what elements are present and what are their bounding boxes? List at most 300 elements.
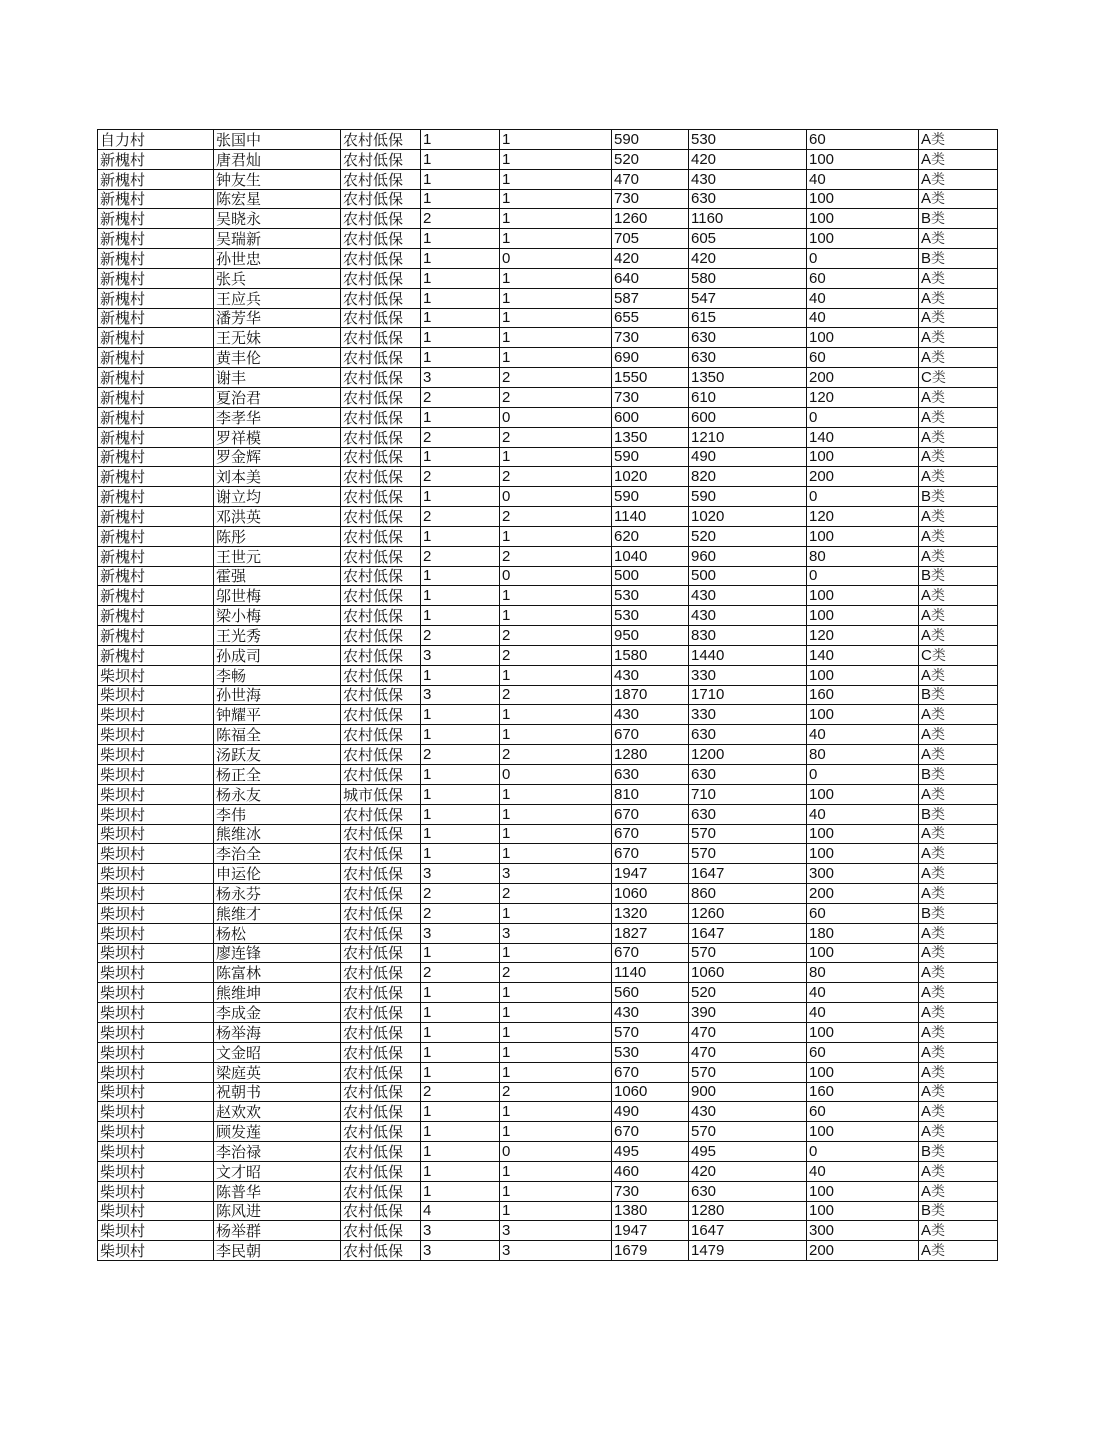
household-size-cell: 1	[421, 249, 500, 269]
name-cell: 熊维坤	[214, 983, 341, 1003]
subsidy-cell: 100	[807, 705, 919, 725]
household-size-cell: 3	[421, 1241, 500, 1261]
subsidy-cell: 120	[807, 387, 919, 407]
standard-amount-cell: 620	[612, 526, 689, 546]
name-cell: 杨永芬	[214, 884, 341, 904]
standard-amount-cell: 1870	[612, 685, 689, 705]
category-suffix: 类	[931, 786, 946, 803]
table-row	[98, 1042, 998, 1062]
name-cell: 吴晓永	[214, 209, 341, 229]
category-letter: A	[921, 984, 932, 1002]
household-size-cell: 1	[421, 526, 500, 546]
subsidy-cell: 100	[807, 606, 919, 626]
category-cell	[919, 169, 998, 189]
name-cell: 杨正全	[214, 765, 341, 785]
name-cell: 陈彤	[214, 526, 341, 546]
category-suffix: 类	[931, 905, 946, 922]
category-suffix: 类	[931, 1004, 946, 1021]
table-row	[98, 725, 998, 745]
type-cell: 农村低保	[341, 1122, 421, 1142]
village-cell: 新槐村	[98, 546, 214, 566]
category-cell	[919, 1003, 998, 1023]
village-cell: 柴坝村	[98, 1062, 214, 1082]
household-size-cell: 2	[421, 903, 500, 923]
category-cell	[919, 526, 998, 546]
table-row	[98, 169, 998, 189]
category-letter: B	[921, 765, 932, 783]
standard-amount-cell: 470	[612, 169, 689, 189]
category-letter: A	[921, 150, 932, 168]
income-cell: 960	[689, 546, 807, 566]
income-cell: 1060	[689, 963, 807, 983]
household-size-cell: 3	[421, 685, 500, 705]
household-size-cell: 1	[421, 1142, 500, 1162]
table-row	[98, 149, 998, 169]
standard-amount-cell: 1040	[612, 546, 689, 566]
household-size-cell: 3	[421, 645, 500, 665]
category-letter: A	[921, 1003, 932, 1021]
standard-amount-cell: 705	[612, 229, 689, 249]
income-cell: 530	[689, 130, 807, 150]
standard-amount-cell: 670	[612, 1062, 689, 1082]
category-suffix: 类	[931, 449, 946, 466]
category-letter: A	[921, 448, 932, 466]
income-cell: 490	[689, 447, 807, 467]
table-row	[98, 328, 998, 348]
covered-persons-cell: 2	[500, 745, 612, 765]
category-suffix: 类	[931, 608, 946, 625]
village-cell: 新槐村	[98, 288, 214, 308]
category-cell	[919, 566, 998, 586]
income-cell: 615	[689, 308, 807, 328]
category-suffix: 类	[931, 985, 946, 1002]
table-row	[98, 507, 998, 527]
income-cell: 420	[689, 149, 807, 169]
type-cell: 农村低保	[341, 725, 421, 745]
table-row	[98, 308, 998, 328]
category-suffix: 类	[931, 151, 946, 168]
household-size-cell: 1	[421, 765, 500, 785]
standard-amount-cell: 590	[612, 130, 689, 150]
income-cell: 500	[689, 566, 807, 586]
subsidy-cell: 0	[807, 765, 919, 785]
table-row	[98, 268, 998, 288]
village-cell: 新槐村	[98, 586, 214, 606]
table-row	[98, 1022, 998, 1042]
category-letter: A	[921, 1063, 932, 1081]
standard-amount-cell: 730	[612, 189, 689, 209]
category-letter: A	[921, 746, 932, 763]
village-cell: 新槐村	[98, 526, 214, 546]
category-cell	[919, 963, 998, 983]
standard-amount-cell: 430	[612, 1003, 689, 1023]
category-letter: B	[921, 904, 932, 922]
income-cell: 630	[689, 1181, 807, 1201]
table-row	[98, 784, 998, 804]
covered-persons-cell: 1	[500, 784, 612, 804]
category-cell	[919, 943, 998, 963]
name-cell: 熊维才	[214, 903, 341, 923]
standard-amount-cell: 495	[612, 1142, 689, 1162]
table-row	[98, 368, 998, 388]
village-cell: 新槐村	[98, 507, 214, 527]
subsidy-cell: 100	[807, 1122, 919, 1142]
covered-persons-cell: 2	[500, 626, 612, 646]
covered-persons-cell: 1	[500, 268, 612, 288]
income-cell: 495	[689, 1142, 807, 1162]
standard-amount-cell: 430	[612, 705, 689, 725]
category-cell	[919, 328, 998, 348]
name-cell: 孙世海	[214, 685, 341, 705]
subsidy-cell: 100	[807, 824, 919, 844]
village-cell: 新槐村	[98, 229, 214, 249]
category-letter: A	[921, 924, 932, 942]
standard-amount-cell: 1280	[612, 745, 689, 765]
standard-amount-cell: 670	[612, 844, 689, 864]
household-size-cell: 2	[421, 963, 500, 983]
type-cell: 农村低保	[341, 268, 421, 288]
income-cell: 610	[689, 387, 807, 407]
category-cell	[919, 209, 998, 229]
subsidy-cell: 100	[807, 209, 919, 229]
village-cell: 柴坝村	[98, 804, 214, 824]
name-cell: 梁小梅	[214, 606, 341, 626]
income-cell: 630	[689, 765, 807, 785]
type-cell: 农村低保	[341, 884, 421, 904]
village-cell: 柴坝村	[98, 1181, 214, 1201]
standard-amount-cell: 530	[612, 606, 689, 626]
income-cell: 470	[689, 1042, 807, 1062]
household-size-cell: 1	[421, 348, 500, 368]
category-cell	[919, 1181, 998, 1201]
standard-amount-cell: 1140	[612, 963, 689, 983]
standard-amount-cell: 570	[612, 1022, 689, 1042]
household-size-cell: 2	[421, 884, 500, 904]
category-letter: A	[921, 269, 932, 287]
household-size-cell: 2	[421, 1082, 500, 1102]
subsidy-cell: 0	[807, 566, 919, 586]
village-cell: 新槐村	[98, 407, 214, 427]
table-row	[98, 983, 998, 1003]
household-size-cell: 1	[421, 149, 500, 169]
subsidy-cell: 180	[807, 923, 919, 943]
subsidy-cell: 100	[807, 586, 919, 606]
category-cell	[919, 1022, 998, 1042]
household-size-cell: 1	[421, 268, 500, 288]
covered-persons-cell: 2	[500, 507, 612, 527]
category-suffix: 类	[931, 588, 946, 605]
category-suffix: 类	[931, 231, 946, 248]
subsidy-cell: 60	[807, 1042, 919, 1062]
subsidy-cell: 40	[807, 983, 919, 1003]
income-cell: 470	[689, 1022, 807, 1042]
subsidy-cell: 60	[807, 268, 919, 288]
type-cell: 农村低保	[341, 288, 421, 308]
standard-amount-cell: 1260	[612, 209, 689, 229]
type-cell: 农村低保	[341, 368, 421, 388]
covered-persons-cell: 3	[500, 1241, 612, 1261]
subsidy-cell: 100	[807, 189, 919, 209]
type-cell: 农村低保	[341, 804, 421, 824]
subsidy-cell: 0	[807, 487, 919, 507]
subsidy-cell: 100	[807, 1062, 919, 1082]
name-cell: 李伟	[214, 804, 341, 824]
name-cell: 熊维冰	[214, 824, 341, 844]
covered-persons-cell: 1	[500, 526, 612, 546]
income-cell: 547	[689, 288, 807, 308]
table-row	[98, 1122, 998, 1142]
category-cell	[919, 824, 998, 844]
income-cell: 1647	[689, 1221, 807, 1241]
table-row	[98, 1102, 998, 1122]
name-cell: 陈富林	[214, 963, 341, 983]
category-letter: A	[921, 1043, 932, 1061]
category-letter: A	[921, 349, 932, 367]
household-size-cell: 1	[421, 407, 500, 427]
village-cell: 柴坝村	[98, 1122, 214, 1142]
standard-amount-cell: 810	[612, 784, 689, 804]
household-size-cell: 1	[421, 586, 500, 606]
type-cell: 农村低保	[341, 566, 421, 586]
table-row	[98, 1181, 998, 1201]
category-cell	[919, 1241, 998, 1261]
standard-amount-cell: 1350	[612, 427, 689, 447]
standard-amount-cell: 640	[612, 268, 689, 288]
type-cell: 农村低保	[341, 864, 421, 884]
household-size-cell: 1	[421, 1062, 500, 1082]
subsidy-cell: 120	[807, 507, 919, 527]
type-cell: 农村低保	[341, 824, 421, 844]
category-suffix: 类	[931, 1104, 946, 1121]
name-cell: 杨松	[214, 923, 341, 943]
table-row	[98, 288, 998, 308]
village-cell: 新槐村	[98, 169, 214, 189]
village-cell: 新槐村	[98, 645, 214, 665]
village-cell: 柴坝村	[98, 864, 214, 884]
category-cell	[919, 983, 998, 1003]
income-cell: 630	[689, 189, 807, 209]
covered-persons-cell: 1	[500, 130, 612, 150]
type-cell: 农村低保	[341, 963, 421, 983]
household-size-cell: 1	[421, 665, 500, 685]
subsidy-cell: 100	[807, 1022, 919, 1042]
category-suffix: 类	[931, 369, 946, 386]
name-cell: 文金昭	[214, 1042, 341, 1062]
subsidy-cell: 100	[807, 665, 919, 685]
table-row	[98, 407, 998, 427]
income-cell: 710	[689, 784, 807, 804]
category-suffix: 类	[931, 1064, 946, 1081]
covered-persons-cell: 1	[500, 983, 612, 1003]
table-row	[98, 586, 998, 606]
covered-persons-cell: 2	[500, 963, 612, 983]
type-cell: 城市低保	[341, 784, 421, 804]
household-size-cell: 1	[421, 844, 500, 864]
covered-persons-cell: 1	[500, 804, 612, 824]
name-cell: 赵欢欢	[214, 1102, 341, 1122]
income-cell: 430	[689, 169, 807, 189]
covered-persons-cell: 3	[500, 923, 612, 943]
covered-persons-cell: 1	[500, 1022, 612, 1042]
village-cell: 柴坝村	[98, 1142, 214, 1162]
standard-amount-cell: 560	[612, 983, 689, 1003]
category-suffix: 类	[931, 925, 946, 942]
type-cell: 农村低保	[341, 705, 421, 725]
category-suffix: 类	[931, 1203, 946, 1220]
village-cell: 柴坝村	[98, 824, 214, 844]
village-cell: 柴坝村	[98, 884, 214, 904]
village-cell: 柴坝村	[98, 685, 214, 705]
category-letter: A	[921, 1123, 932, 1141]
village-cell: 柴坝村	[98, 705, 214, 725]
name-cell: 李治禄	[214, 1142, 341, 1162]
subsidy-cell: 100	[807, 844, 919, 864]
village-cell: 新槐村	[98, 487, 214, 507]
income-cell: 430	[689, 606, 807, 626]
standard-amount-cell: 520	[612, 149, 689, 169]
subsidy-cell: 160	[807, 1082, 919, 1102]
type-cell: 农村低保	[341, 427, 421, 447]
income-cell: 420	[689, 1161, 807, 1181]
name-cell: 王世元	[214, 546, 341, 566]
covered-persons-cell: 0	[500, 566, 612, 586]
type-cell: 农村低保	[341, 447, 421, 467]
category-suffix: 类	[931, 647, 946, 664]
category-cell	[919, 864, 998, 884]
category-letter: C	[921, 368, 932, 386]
category-suffix: 类	[931, 508, 946, 525]
category-cell	[919, 1221, 998, 1241]
household-size-cell: 1	[421, 725, 500, 745]
table-row	[98, 526, 998, 546]
table-body	[98, 130, 998, 1261]
category-cell	[919, 447, 998, 467]
village-cell: 新槐村	[98, 566, 214, 586]
category-cell	[919, 1102, 998, 1122]
household-size-cell: 1	[421, 130, 500, 150]
household-size-cell: 2	[421, 209, 500, 229]
table-row	[98, 348, 998, 368]
table-row	[98, 963, 998, 983]
table-row	[98, 546, 998, 566]
household-size-cell: 1	[421, 169, 500, 189]
covered-persons-cell: 1	[500, 1102, 612, 1122]
category-cell	[919, 626, 998, 646]
table-row	[98, 249, 998, 269]
household-size-cell: 1	[421, 447, 500, 467]
village-cell: 新槐村	[98, 427, 214, 447]
type-cell: 农村低保	[341, 943, 421, 963]
category-cell	[919, 368, 998, 388]
subsidy-cell: 160	[807, 685, 919, 705]
household-size-cell: 1	[421, 1102, 500, 1122]
village-cell: 新槐村	[98, 189, 214, 209]
standard-amount-cell: 1320	[612, 903, 689, 923]
category-cell	[919, 1161, 998, 1181]
category-suffix: 类	[931, 1183, 946, 1200]
standard-amount-cell: 590	[612, 447, 689, 467]
household-size-cell: 3	[421, 368, 500, 388]
village-cell: 柴坝村	[98, 1241, 214, 1261]
category-letter: B	[921, 567, 932, 585]
subsidy-cell: 140	[807, 645, 919, 665]
category-letter: A	[921, 309, 932, 327]
covered-persons-cell: 1	[500, 149, 612, 169]
income-cell: 830	[689, 626, 807, 646]
category-suffix: 类	[931, 1084, 946, 1101]
category-letter: A	[921, 706, 932, 724]
household-size-cell: 1	[421, 1042, 500, 1062]
category-suffix: 类	[931, 568, 946, 585]
standard-amount-cell: 1060	[612, 884, 689, 904]
covered-persons-cell: 1	[500, 1003, 612, 1023]
category-letter: A	[921, 1182, 932, 1200]
category-suffix: 类	[931, 350, 946, 367]
name-cell: 唐君灿	[214, 149, 341, 169]
type-cell: 农村低保	[341, 1181, 421, 1201]
name-cell: 李畅	[214, 665, 341, 685]
type-cell: 农村低保	[341, 606, 421, 626]
household-size-cell: 1	[421, 308, 500, 328]
standard-amount-cell: 670	[612, 804, 689, 824]
category-cell	[919, 268, 998, 288]
village-cell: 新槐村	[98, 268, 214, 288]
name-cell: 罗金辉	[214, 447, 341, 467]
covered-persons-cell: 1	[500, 903, 612, 923]
type-cell: 农村低保	[341, 546, 421, 566]
household-size-cell: 1	[421, 804, 500, 824]
category-cell	[919, 149, 998, 169]
category-cell	[919, 1042, 998, 1062]
category-letter: A	[921, 527, 932, 545]
category-cell	[919, 229, 998, 249]
category-letter: A	[921, 884, 932, 902]
table-row	[98, 665, 998, 685]
standard-amount-cell: 950	[612, 626, 689, 646]
category-letter: A	[921, 1023, 932, 1041]
standard-amount-cell: 490	[612, 1102, 689, 1122]
category-cell	[919, 844, 998, 864]
household-size-cell: 2	[421, 427, 500, 447]
household-size-cell: 2	[421, 626, 500, 646]
covered-persons-cell: 1	[500, 1201, 612, 1221]
subsidy-cell: 300	[807, 864, 919, 884]
name-cell: 罗祥模	[214, 427, 341, 447]
name-cell: 梁庭英	[214, 1062, 341, 1082]
category-letter: A	[921, 785, 932, 803]
category-suffix: 类	[931, 806, 946, 823]
table-row	[98, 824, 998, 844]
name-cell: 李民朝	[214, 1241, 341, 1261]
category-cell	[919, 467, 998, 487]
name-cell: 黄丰伦	[214, 348, 341, 368]
type-cell: 农村低保	[341, 626, 421, 646]
subsidy-cell: 100	[807, 1181, 919, 1201]
name-cell: 李孝华	[214, 407, 341, 427]
subsidy-cell: 200	[807, 467, 919, 487]
covered-persons-cell: 1	[500, 705, 612, 725]
income-cell: 570	[689, 943, 807, 963]
category-suffix: 类	[931, 687, 946, 704]
income-cell: 430	[689, 586, 807, 606]
subsidy-cell: 60	[807, 130, 919, 150]
income-cell: 580	[689, 268, 807, 288]
income-cell: 820	[689, 467, 807, 487]
type-cell: 农村低保	[341, 665, 421, 685]
type-cell: 农村低保	[341, 169, 421, 189]
subsidy-cell: 100	[807, 328, 919, 348]
village-cell: 自力村	[98, 130, 214, 150]
